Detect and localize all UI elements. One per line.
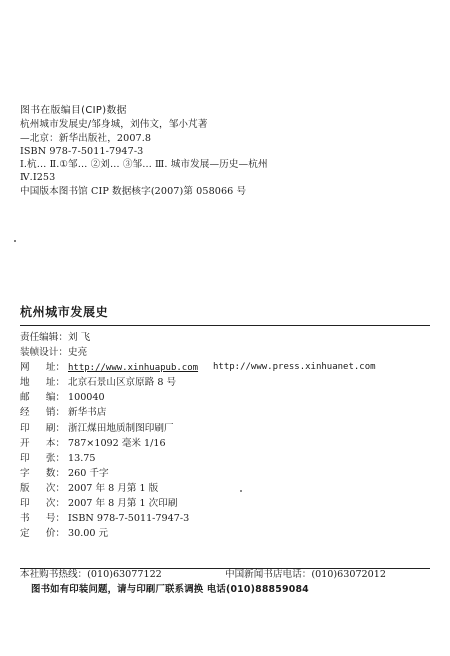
colophon-value: 2007 年 8 月第 1 版 [68, 482, 159, 494]
colophon-value: ISBN 978-7-5011-7947-3 [68, 513, 190, 525]
cip-line-isbn: ISBN 978-7-5011-7947-3 [20, 145, 144, 157]
colophon-row-distributor [20, 405, 440, 420]
cip-line-classification: Ⅳ.Ⅰ253 [20, 172, 56, 184]
colophon-row-edition [20, 481, 440, 496]
bookstore-phone: 中国新闻书店电话：(010)63072012 [225, 569, 386, 580]
colophon-label: 网 址： [20, 362, 65, 374]
colophon-row-printer [20, 421, 440, 436]
book-title: 杭州城市发展史 [20, 305, 109, 319]
colophon-label: 经 销： [20, 407, 65, 419]
colophon-label: 装帧设计： [20, 347, 68, 359]
colophon-label: 定 价： [20, 528, 65, 540]
colophon-label: 书 号： [20, 513, 65, 525]
colophon-label: 地 址： [20, 377, 65, 389]
footer [20, 567, 440, 597]
colophon-value: 浙江煤田地质制图印刷厂 [68, 422, 174, 434]
cip-line-publisher: —北京：新华出版社，2007.8 [20, 132, 152, 144]
colophon-value: 2007 年 8 月第 1 次印刷 [68, 498, 178, 510]
colophon-row-postcode [20, 390, 440, 405]
cip-block [20, 104, 440, 198]
colophon-label: 邮 编： [20, 392, 65, 404]
colophon-label: 印 次： [20, 498, 65, 510]
colophon-value: 北京石景山区京原路 8 号 [68, 377, 177, 389]
website-link-secondary[interactable]: http://www.press.xinhuanet.com [213, 362, 376, 373]
cip-heading: 图书在版编目(CIP)数据 [20, 105, 127, 116]
divider-top [20, 325, 430, 326]
colophon-row-sheets [20, 451, 440, 466]
colophon-row-price [20, 526, 440, 541]
sales-hotline: 本社购书热线：(010)63077122 [20, 569, 162, 580]
colophon-value: 新华书店 [68, 407, 107, 419]
scan-speck [14, 240, 16, 242]
colophon-label: 印 刷： [20, 422, 65, 434]
colophon-value: 史亮 [68, 347, 88, 359]
cip-number: 中国版本图书馆 CIP 数据核字(2007)第 058066 号 [20, 185, 247, 197]
colophon-row-design [20, 345, 440, 360]
colophon-value: 260 千字 [68, 467, 109, 479]
colophon-value: 刘 飞 [68, 332, 91, 343]
scan-speck [240, 490, 242, 492]
colophon-row-isbn [20, 511, 440, 526]
colophon-label: 字 数： [20, 467, 65, 479]
colophon-row-address [20, 375, 440, 390]
colophon-label: 责任编辑： [20, 332, 68, 343]
colophon-row-website [20, 360, 440, 375]
colophon-row-printing [20, 496, 440, 511]
colophon-row-editor [20, 330, 440, 345]
colophon-row-format [20, 436, 440, 451]
colophon-label: 版 次： [20, 482, 65, 494]
colophon [20, 330, 440, 541]
footer-phones [20, 567, 440, 582]
colophon-value: 30.00 元 [68, 528, 109, 540]
colophon-label: 开 本： [20, 437, 65, 449]
quality-notice: 图书如有印装问题，请与印刷厂联系调换 电话(010)88859084 [31, 584, 309, 595]
colophon-value: 787×1092 毫米 1/16 [68, 437, 166, 449]
cip-line-subjects: Ⅰ.杭… Ⅱ.①邹… ②刘… ③邹… Ⅲ. 城市发展—历史—杭州 [20, 159, 268, 171]
colophon-row-wordcount [20, 466, 440, 481]
cip-line-title: 杭州城市发展史/邹身城，刘伟文，邹小芃著 [20, 119, 208, 131]
colophon-value: 13.75 [68, 452, 96, 464]
website-link[interactable]: http://www.xinhuapub.com [68, 363, 199, 374]
colophon-value: 100040 [68, 392, 105, 404]
colophon-label: 印 张： [20, 452, 65, 464]
